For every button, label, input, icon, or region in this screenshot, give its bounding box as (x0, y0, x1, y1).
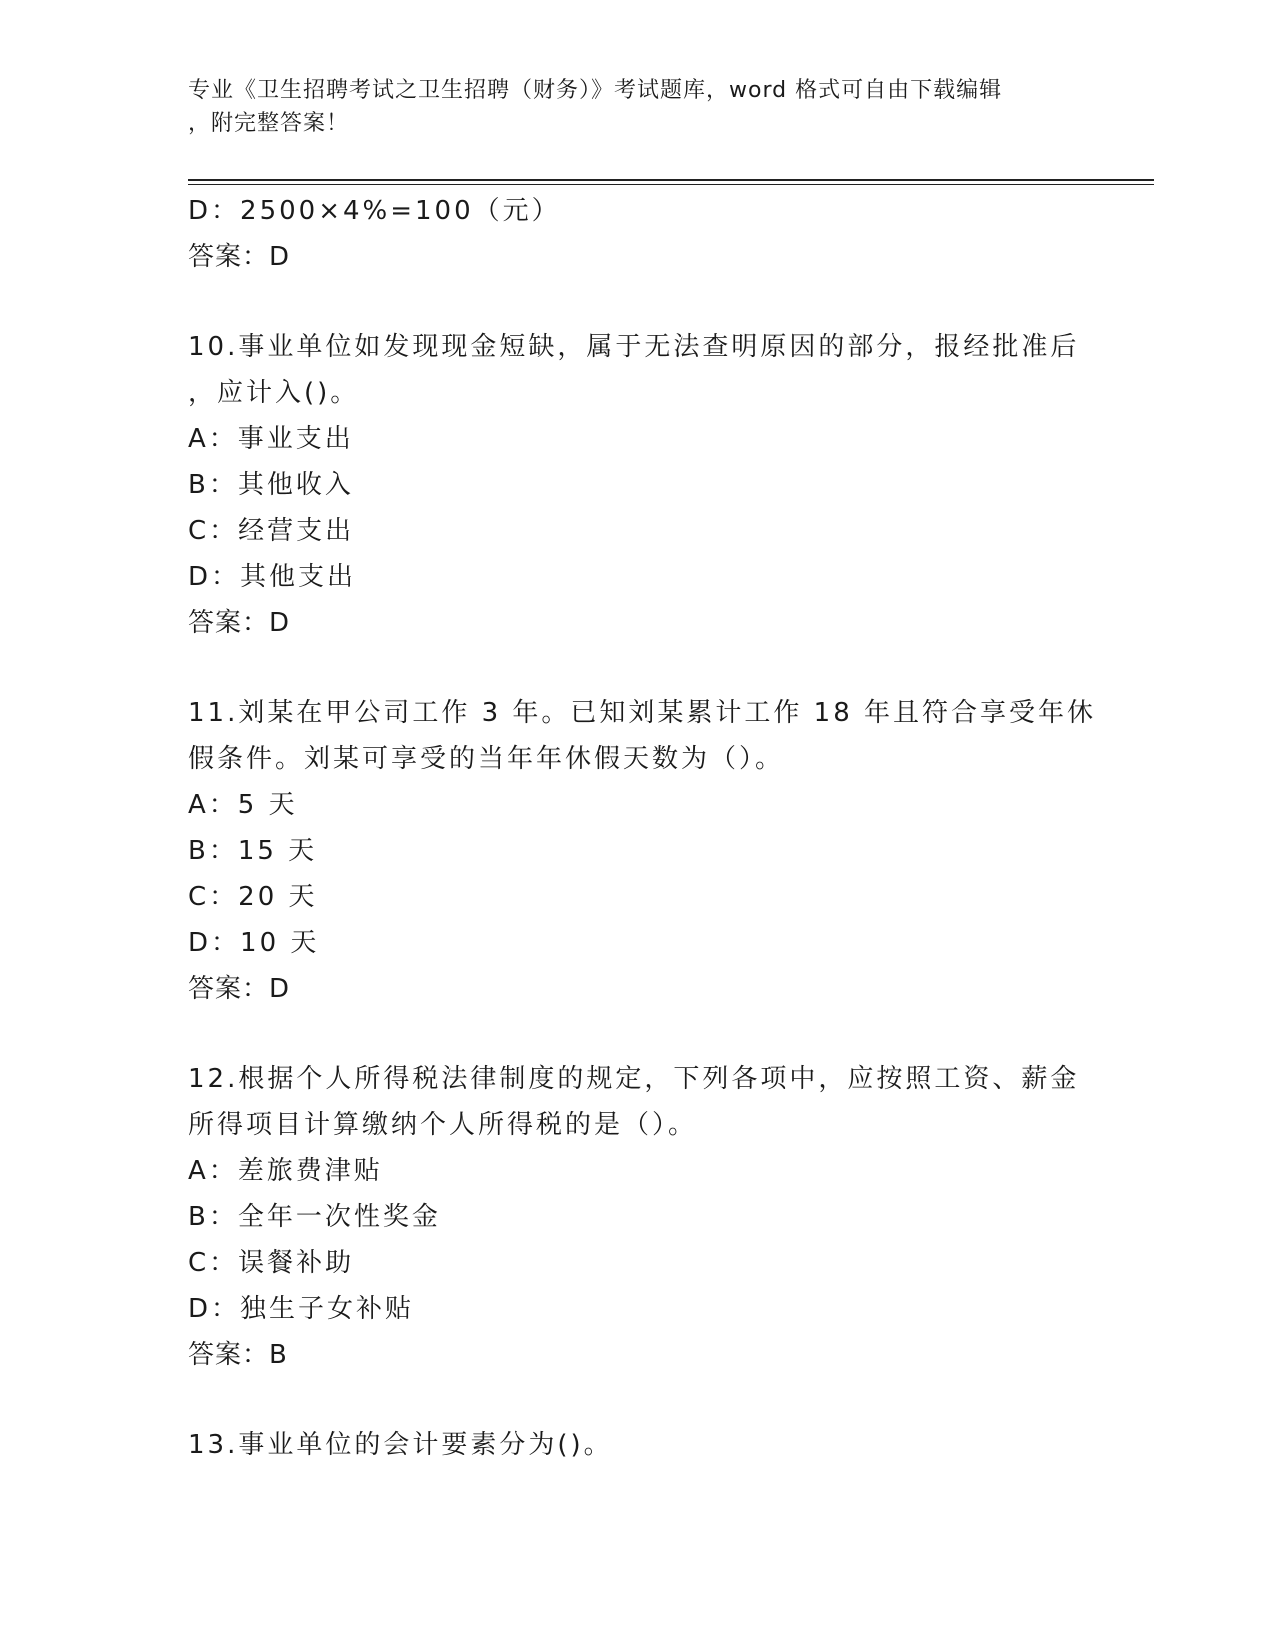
question-text: 假条件。刘某可享受的当年年休假天数为（）。 (188, 744, 785, 774)
header-divider-thin (188, 184, 1154, 185)
header-line: ，附完整答案！ (188, 111, 350, 136)
option-d: D：2500×4%=100（元） (188, 196, 561, 226)
option-a: A：5 天 (188, 790, 298, 820)
option-c: C：20 天 (188, 882, 318, 912)
option-b: B：全年一次性奖金 (188, 1202, 441, 1232)
option-b: B：其他收入 (188, 470, 354, 500)
question-11 (188, 690, 1097, 1012)
answer-line: 答案：D (188, 974, 291, 1004)
question-text: 所得项目计算缴纳个人所得税的是（）。 (188, 1110, 698, 1140)
option-a: A：差旅费津贴 (188, 1156, 383, 1186)
previous-question-tail (188, 188, 1088, 280)
question-12 (188, 1056, 1088, 1378)
question-text: 11.刘某在甲公司工作 3 年。已知刘某累计工作 18 年且符合享受年休 (188, 698, 1097, 728)
option-d: D：其他支出 (188, 562, 357, 592)
question-content (188, 188, 1097, 1468)
question-text: 12.根据个人所得税法律制度的规定，下列各项中，应按照工资、薪金 (188, 1064, 1080, 1094)
header-line: 专业《卫生招聘考试之卫生招聘（财务）》考试题库，word 格式可自由下载编辑 (188, 78, 1003, 103)
header-divider (188, 179, 1154, 181)
question-10 (188, 324, 1088, 646)
answer-line: 答案：B (188, 1340, 288, 1370)
answer-line: 答案：D (188, 242, 291, 272)
option-d: D：10 天 (188, 928, 320, 958)
option-d: D：独生子女补贴 (188, 1294, 415, 1324)
option-b: B：15 天 (188, 836, 318, 866)
document-header (188, 74, 1088, 140)
option-a: A：事业支出 (188, 424, 354, 454)
option-c: C：经营支出 (188, 516, 355, 546)
answer-line: 答案：D (188, 608, 291, 638)
question-13 (188, 1422, 1088, 1468)
question-text: 13.事业单位的会计要素分为()。 (188, 1430, 613, 1460)
question-text: ，应计入()。 (188, 378, 360, 408)
question-text: 10.事业单位如发现现金短缺，属于无法查明原因的部分，报经批准后 (188, 332, 1080, 362)
option-c: C：误餐补助 (188, 1248, 355, 1278)
